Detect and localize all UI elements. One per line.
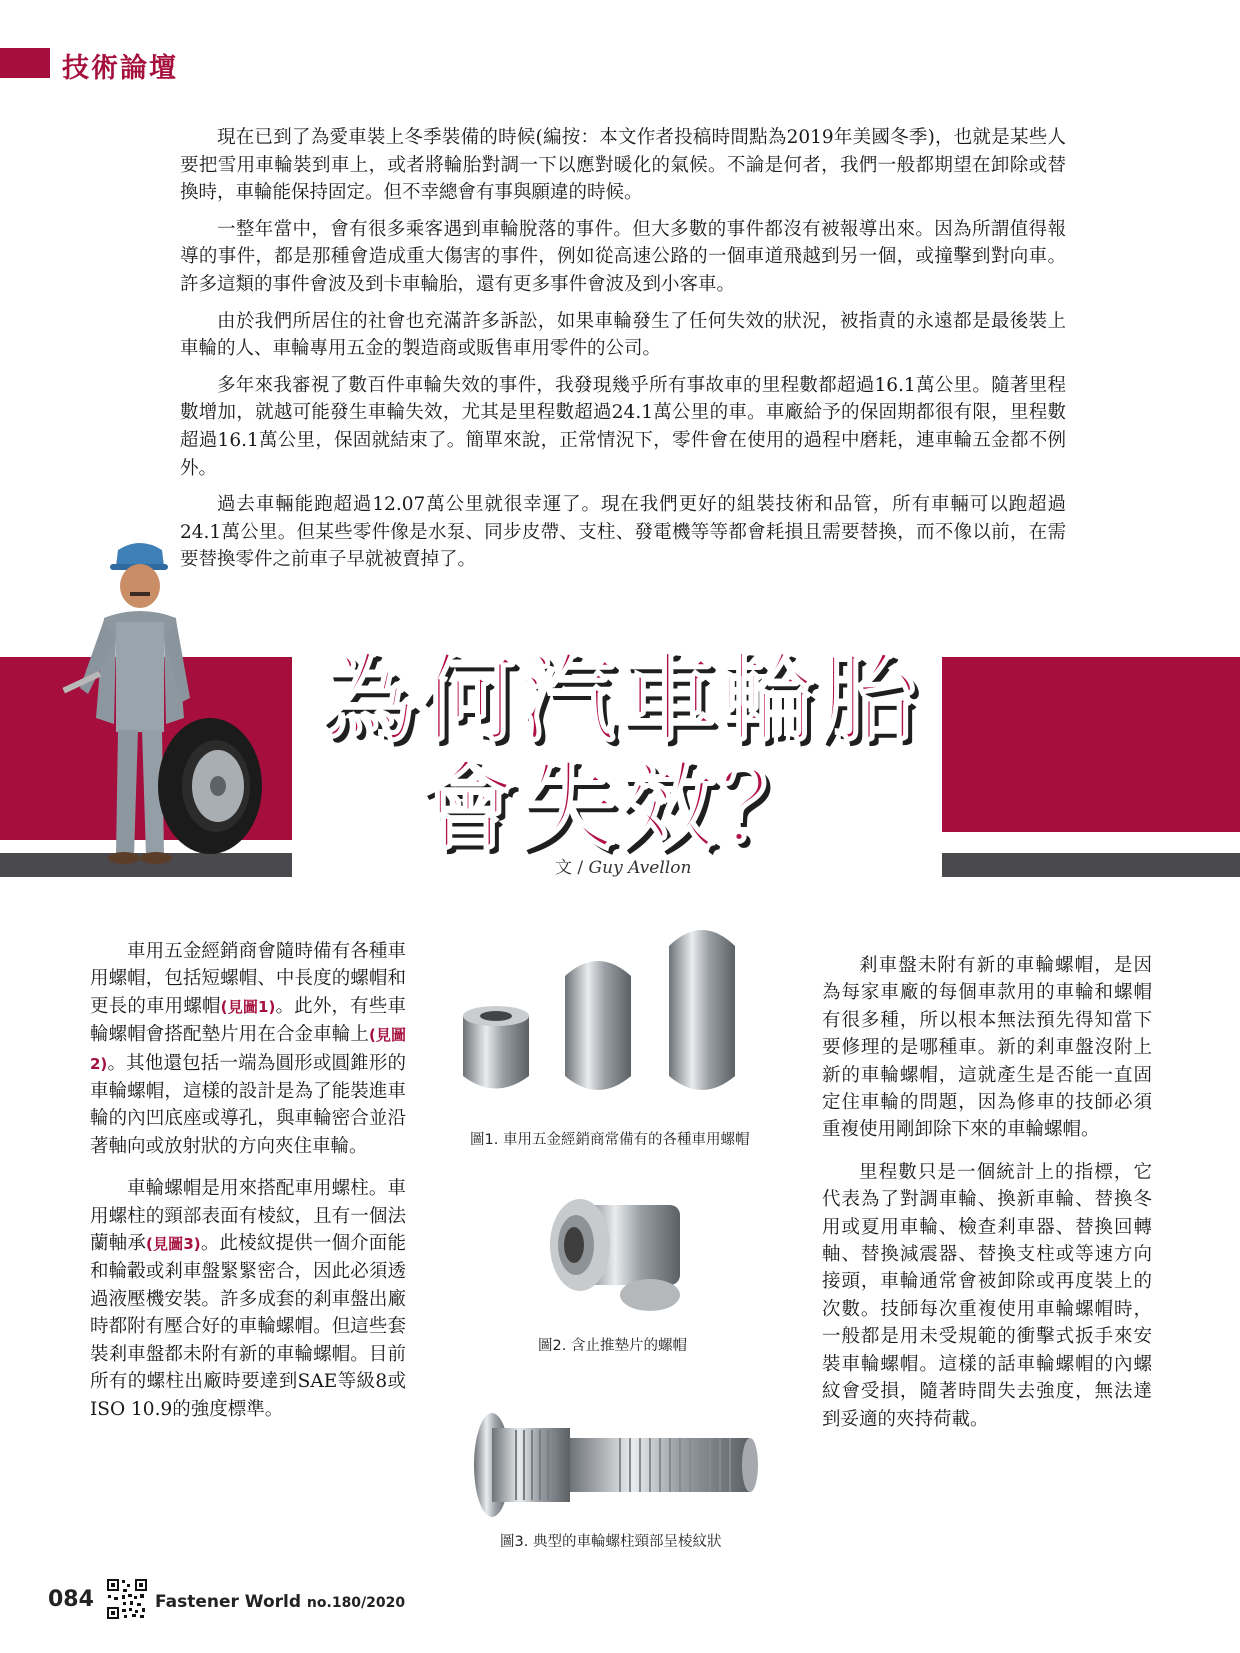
page-number: 084 [48,1587,94,1612]
magazine-name [155,1592,405,1612]
left-paragraph-2 [90,1175,406,1423]
right-paragraph-1: 剎車盤未附有新的車輪螺帽，是因為每家車廠的每個車款用的車輪和螺帽有很多種，所以根本無法預先得知當下要修理的是哪種車。新的剎車盤沒附上新的車輪螺帽，這就產生是否能一直固定住車輪的問題，因為修車的技師必須重複使用剛卸除下來的車輪螺帽。 [822,955,1152,1141]
figure-3-caption: 圖3. 典型的車輪螺柱頸部呈棱紋狀 [500,1534,722,1550]
figure-2-washer-nut-image [520,1185,700,1325]
right-column [822,952,1152,1448]
article-headline [200,645,1040,861]
figure-1-caption: 圖1. 車用五金經銷商常備有的各種車用螺帽 [470,1132,750,1148]
text-run: 車用五金經銷商會隨時備有各種車用螺帽，包括短螺帽、中長度的螺帽和更長的車用螺帽 [90,941,406,1017]
figure-2-caption: 圖2. 含止推墊片的螺帽 [538,1338,687,1354]
byline [555,853,691,878]
figure-ref-2: (見圖2) [90,1026,406,1073]
byline-author: Guy Avellon [588,858,692,878]
figure-1-lug-nuts-image [455,916,775,1116]
left-paragraph-1 [90,938,406,1160]
byline-prefix: 文 / [555,858,589,878]
intro-paragraph-5: 過去車輛能跑超過12.07萬公里就很幸運了。現在我們更好的組裝技術和品管，所有車輛可以跑超過24.1萬公里。但某些零件像是水泵、同步皮帶、支柱、發電機等等都會耗損且需要替換，而不像以前，在需要替換零件之前車子早就被賣掉了。 [180,494,1066,571]
magazine-title: Fastener World [155,1592,307,1612]
figure-ref-1: (見圖1) [220,997,276,1016]
intro-text [180,124,1066,583]
left-column [90,938,406,1438]
intro-paragraph-1: 現在已到了為愛車裝上冬季裝備的時候(編按：本文作者投稿時間點為2019年美國冬季)，也就是某些人要把雪用車輪裝到車上，或者將輪胎對調一下以應對暖化的氣候。不論是何者，我們一般都期望在卸除或替換時，車輪能保持固定。但不幸總會有事與願違的時候。 [180,127,1066,204]
figure-3-wheel-stud-image [470,1410,770,1525]
text-run: 。其他還包括一端為圓形或圓錐形的車輪螺帽，這樣的設計是為了能裝進車輪的內凹底座或導孔，與車輪密合並沿著軸向或放射狀的方向夾住車輪。 [90,1052,406,1157]
headline-line-1: 為何汽車輪胎 [320,643,920,755]
qr-code-icon [106,1578,148,1620]
text-run: 。此棱紋提供一個介面能和輪轂或剎車盤緊緊密合，因此必須透過液壓機安裝。許多成套的剎車盤出廠時都附有壓合好的車輪螺帽。但這些套裝剎車盤都未附有新的車輪螺帽。目前所有的螺柱出廠時要達到SAE等級8或ISO 10.9的強度標準。 [90,1233,406,1420]
section-title: 技術論壇 [62,53,178,84]
headline-line-2: 會失效？ [420,751,820,863]
text-run: 。此外，有些車輪螺帽會搭配墊片用在合金車輪上 [90,995,406,1046]
issue-number: no.180/2020 [306,1595,406,1611]
figure-ref-3: (見圖3) [146,1235,201,1254]
section-marker-bar [0,48,50,78]
text-run: 車輪螺帽是用來搭配車用螺柱。車用螺柱的頸部表面有棱紋，且有一個法蘭軸承 [90,1178,406,1255]
intro-paragraph-2: 一整年當中，會有很多乘客遇到車輪脫落的事件。但大多數的事件都沒有被報導出來。因為所謂值得報導的事件，都是那種會造成重大傷害的事件，例如從高速公路的一個車道飛越到另一個，或撞擊到對向車。許多這類的事件會波及到卡車輪胎，還有更多事件會波及到小客車。 [180,218,1066,295]
right-paragraph-2: 里程數只是一個統計上的指標，它代表為了對調車輪、換新車輪、替換冬用或夏用車輪、檢查剎車器、替換回轉軸、替換減震器、替換支柱或等速方向接頭，車輪通常會被卸除或再度裝上的次數。技師每次重複使用車輪螺帽時，一般都是用未受規範的衝擊式扳手來安裝車輪螺帽。這樣的話車輪螺帽的內螺紋會受損，隨著時間失去強度，無法達到妥適的夾持荷載。 [822,1161,1152,1430]
intro-paragraph-4: 多年來我審視了數百件車輪失效的事件，我發現幾乎所有事故車的里程數都超過16.1萬公里。隨著里程數增加，就越可能發生車輪失效，尤其是里程數超過24.1萬公里的車。車廠給予的保固期都很有限，里程數超過16.1萬公里，保固就結束了。簡單來說，正常情況下，零件會在使用的過程中磨耗，連車輪五金都不例外。 [180,374,1066,479]
intro-paragraph-3: 由於我們所居住的社會也充滿許多訴訟，如果車輪發生了任何失效的狀況，被指責的永遠都是最後裝上車輪的人、車輪專用五金的製造商或販售車用零件的公司。 [180,310,1066,360]
